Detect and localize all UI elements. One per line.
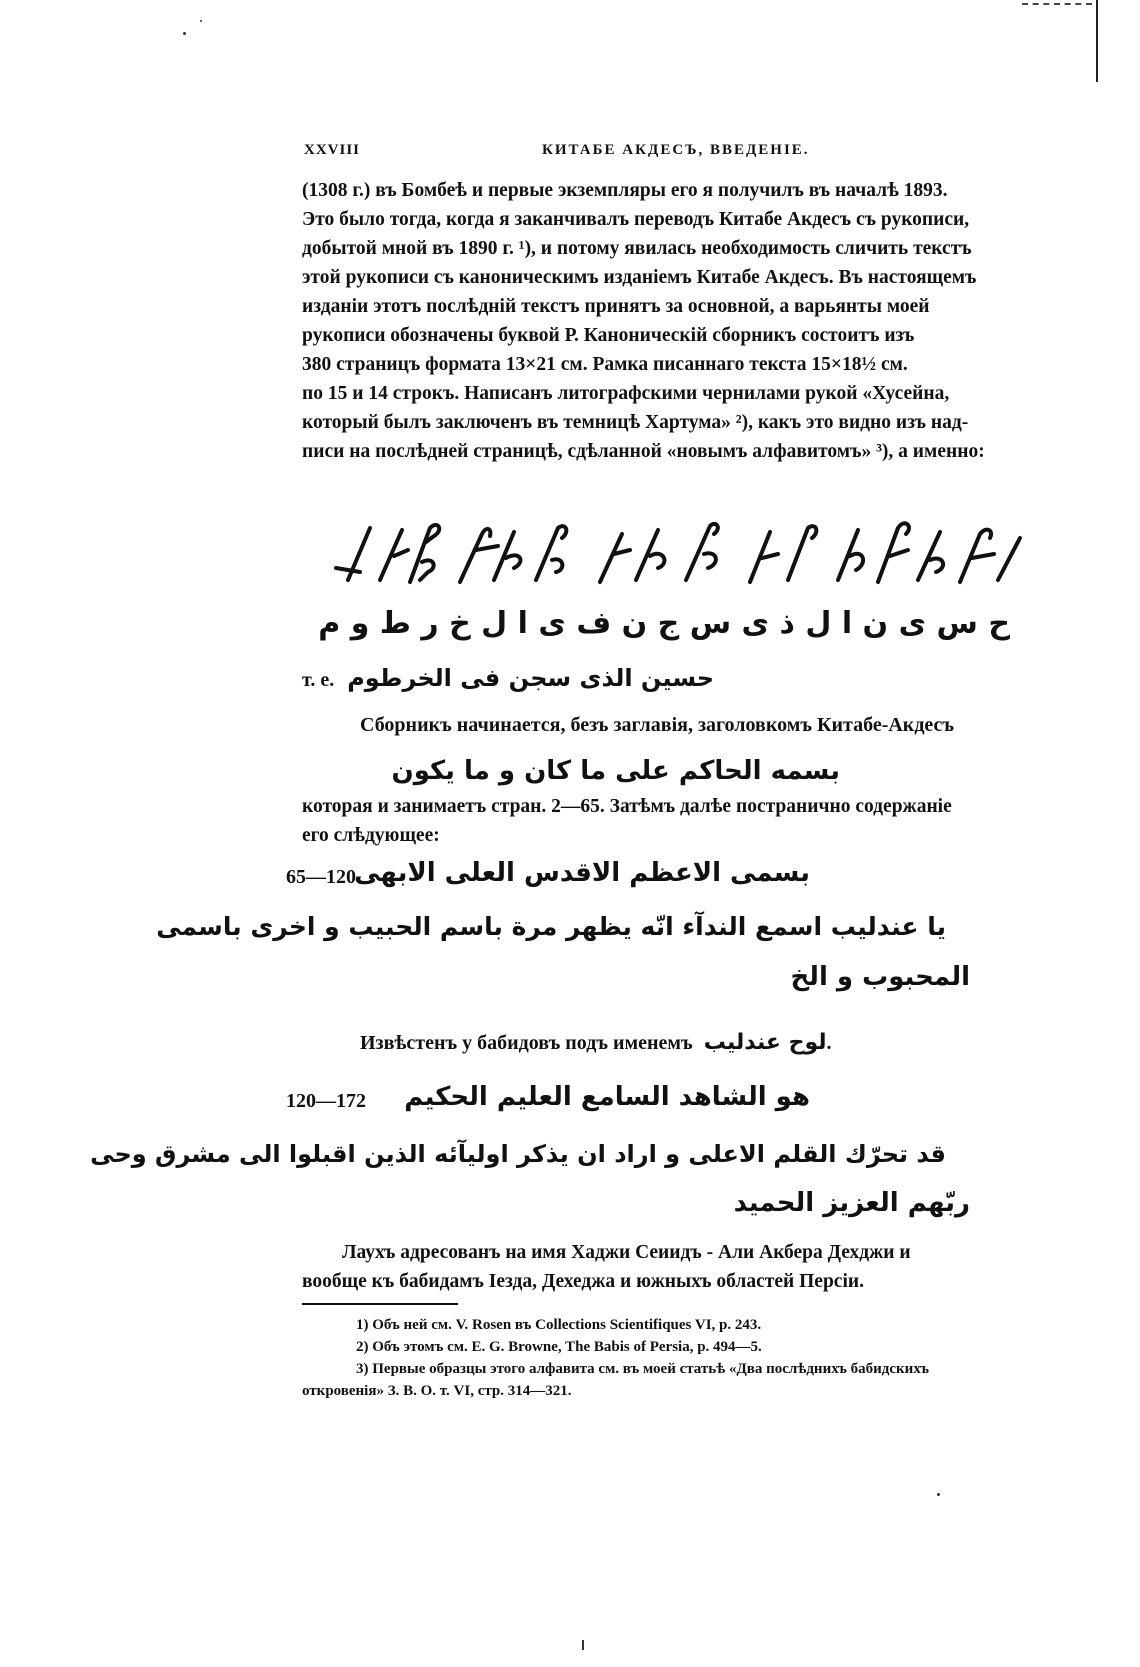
- known-suffix: .: [826, 1032, 832, 1054]
- text-line: Это было тогда, когда я заканчивалъ переводъ Китабе Акдесъ съ рукописи,: [302, 209, 970, 230]
- running-title: КИТАБЕ АКДЕСЪ, ВВЕДЕНІЕ.: [542, 142, 810, 158]
- page-edge-line: [1096, 0, 1098, 82]
- paragraph-3: [302, 1238, 1032, 1296]
- page-number: XXVIII: [304, 142, 361, 158]
- text-line: добытой мной въ 1890 г. ¹), и потому явилась необходимость сличить текстъ: [302, 238, 972, 259]
- footnote: 2) Объ этомъ см. E. G. Browne, The Babis of Persia, p. 494—5.: [356, 1339, 762, 1355]
- text-line: вообще къ бабидамъ Іезда, Дехеджа и южныхъ областей Персіи.: [302, 1271, 864, 1292]
- text-line: Лаухъ адресованъ на имя Хаджи Сеиидъ - Али Акбера Дехджи и: [342, 1242, 911, 1263]
- bismillah-line: بسمه الحاكم على ما كان و ما يكون: [391, 756, 840, 786]
- known-arabic: لوح عندليب: [703, 1030, 827, 1055]
- text-line: писи на послѣдней страницѣ, сдѣланной «новымъ алфавитомъ» ³), а именно:: [302, 441, 985, 462]
- section1-line1: يا عندليب اسمع الندآء انّه يظهر مرة باسم الحبيب و اخرى باسمى: [156, 912, 946, 941]
- text-line: по 15 и 14 строкъ. Написанъ литографскими чернилами рукой «Хусейна,: [302, 383, 950, 404]
- section2-line1: قد تحرّك القلم الاعلى و اراد ان يذكر اوليآئه الذين اقبلوا الى مشرق وحى: [90, 1140, 946, 1168]
- text-line: рукописи обозначены буквой Р. Каноническій сборникъ состоитъ изъ: [302, 325, 915, 346]
- scan-speck: [200, 20, 202, 22]
- ie-prefix: т. е.: [302, 669, 335, 691]
- scan-speck: [582, 1640, 584, 1650]
- scan-speck: [183, 32, 186, 35]
- text-line: который былъ заключенъ въ темницѣ Хартума» ²), какъ это видно изъ над-: [302, 412, 969, 433]
- known-as-line: [360, 1030, 832, 1055]
- section1-title: بسمى الاعظم الاقدس العلى الابهى: [354, 858, 810, 888]
- section2-range: 120—172: [286, 1090, 366, 1112]
- footnote-divider: [302, 1303, 458, 1305]
- known-prefix: Извѣстенъ у бабидовъ подъ именемъ: [360, 1032, 693, 1054]
- section1-range: 65—120: [286, 866, 356, 888]
- cipher-transliteration: ح س ى ن ا ل ذ ى س ج ن ف ى ا ل خ ر ط و م: [318, 606, 1010, 641]
- paragraph-2: [302, 792, 1032, 850]
- page-header: [304, 142, 1026, 162]
- footnote: 3) Первые образцы этого алфавита см. въ моей статьѣ «Два послѣднихъ бабидскихъ: [356, 1361, 929, 1377]
- ie-line: [302, 664, 714, 692]
- section1-line2: المحبوب و الخ: [790, 962, 970, 992]
- page-edge-dashes: [1022, 3, 1092, 5]
- collection-line: Сборникъ начинается, безъ заглавія, заголовкомъ Китабе-Акдесъ: [360, 714, 955, 736]
- section2-line2: ربّهم العزيز الحميد: [733, 1188, 970, 1218]
- text-line: его слѣдующее:: [302, 825, 440, 846]
- ie-arabic: حسين الذى سجن فى الخرطوم: [347, 664, 715, 692]
- scan-speck: [937, 1493, 940, 1496]
- cipher-script-image: [330, 520, 1030, 588]
- footnotes: [302, 1314, 1032, 1402]
- text-line: 380 страницъ формата 13×21 см. Рамка писаннаго текста 15×18½ см.: [302, 354, 908, 375]
- paragraph-1: [302, 176, 1032, 466]
- footnote: 1) Объ ней см. V. Rosen въ Collections Scientifiques VI, p. 243.: [356, 1317, 762, 1333]
- text-line: которая и занимаетъ стран. 2—65. Затѣмъ далѣе постранично содержаніе: [302, 796, 952, 817]
- text-line: (1308 г.) въ Бомбеѣ и первые экземпляры его я получилъ въ началѣ 1893.: [302, 180, 948, 201]
- section2-title: هو الشاهد السامع العليم الحكيم: [404, 1082, 810, 1112]
- footnote: откровенія» З. В. О. т. VI, стр. 314—321.: [302, 1383, 572, 1399]
- text-line: этой рукописи съ каноническимъ изданіемъ Китабе Акдесъ. Въ настоящемъ: [302, 267, 977, 288]
- text-line: изданіи этотъ послѣдній текстъ принятъ за основной, а варьянты моей: [302, 296, 930, 317]
